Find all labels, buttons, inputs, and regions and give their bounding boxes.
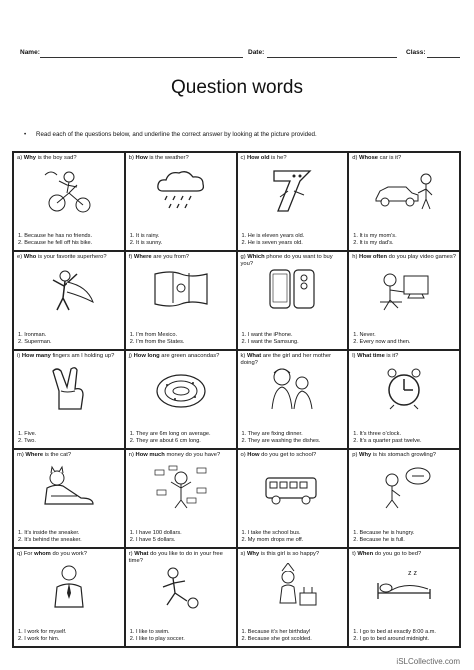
instruction-text: Read each of the questions below, and underline the correct answer by looking at the picture provided. [36, 131, 317, 138]
question-rest: is your favorite superhero? [36, 254, 107, 260]
question-prefix: c) [240, 155, 247, 161]
question-word: Where [133, 254, 152, 260]
question-text [129, 155, 233, 162]
question-prefix: h) [352, 254, 360, 260]
question-prefix: r) [128, 551, 135, 557]
question-rest: is the boy sad? [36, 155, 77, 161]
question-word: What time [357, 353, 385, 359]
answer-option-1[interactable]: 1. I want the iPhone. [241, 331, 293, 338]
question-rest: is the cat? [43, 452, 72, 458]
phones-icon [260, 266, 324, 312]
question-word: whom [34, 551, 51, 557]
question-rest: are the girl and her mother doing? [240, 353, 332, 366]
answer-option-1[interactable]: 1. It’s three o’clock. [353, 430, 402, 437]
question-word: When [357, 551, 374, 557]
answer-option-2[interactable]: 2. Because he fell off his bike. [18, 239, 93, 246]
school-bus-icon [260, 464, 324, 510]
question-text [17, 155, 121, 162]
question-cell [348, 350, 460, 449]
name-label: Name: [20, 49, 40, 56]
question-cell [13, 251, 125, 350]
question-prefix: d) [352, 155, 360, 161]
question-word: How long [133, 353, 160, 359]
answer-option-1[interactable]: 1. They are fixing dinner. [241, 430, 303, 437]
answer-options [242, 431, 346, 445]
question-cell [237, 548, 349, 647]
question-word: Why [359, 452, 372, 458]
question-rest: phone do you want to buy you? [240, 254, 333, 267]
question-cell [125, 548, 237, 647]
question-word: How often [359, 254, 388, 260]
answer-option-1[interactable]: 1. Never. [353, 331, 376, 338]
question-cell [237, 152, 349, 251]
answer-option-2[interactable]: 2. It is sunny. [129, 239, 163, 246]
snake-icon [149, 365, 213, 411]
question-text [17, 353, 121, 360]
answer-option-2[interactable]: 2. They are washing the dishes. [241, 437, 321, 444]
page-title: Question words [170, 77, 303, 98]
question-prefix: e) [17, 254, 24, 260]
answer-option-2[interactable]: 2. I work for him. [18, 635, 60, 642]
question-rest: is his stomach growling? [371, 452, 437, 458]
question-word: What [134, 551, 149, 557]
man-with-car-icon [372, 167, 436, 213]
question-prefix: g) [240, 254, 248, 260]
question-prefix: q) For [17, 551, 35, 557]
hungry-man-icon [372, 464, 436, 510]
question-text [241, 452, 345, 459]
question-cell [237, 350, 349, 449]
answer-options [353, 233, 457, 247]
question-prefix: t) [352, 551, 358, 557]
question-cell [13, 350, 125, 449]
date-field[interactable] [267, 57, 397, 58]
question-text [129, 254, 233, 261]
answer-option-1[interactable]: 1. They are 6m long on average. [129, 430, 211, 437]
answer-options [242, 629, 346, 643]
question-rest: are green anacondas? [159, 353, 220, 359]
soccer-player-icon [149, 563, 213, 609]
question-prefix: p) [352, 452, 360, 458]
question-word: How much [135, 452, 165, 458]
question-word: How old [246, 155, 270, 161]
name-field[interactable] [40, 57, 243, 58]
question-cell [348, 251, 460, 350]
question-rest: is the weather? [147, 155, 189, 161]
question-word: Why [246, 551, 260, 557]
rain-cloud-icon [149, 167, 213, 213]
answer-options [130, 530, 234, 544]
class-label: Class: [406, 49, 426, 56]
man-money-icon [149, 464, 213, 510]
answer-option-1[interactable]: 1. Because he has no friends. [18, 232, 93, 239]
header-row [20, 49, 460, 61]
question-cell [13, 548, 125, 647]
question-word: How [135, 155, 148, 161]
question-rest: money do you have? [164, 452, 221, 458]
answer-options [18, 530, 122, 544]
question-cell [348, 152, 460, 251]
question-prefix: s) [240, 551, 247, 557]
answer-option-1[interactable]: 1. I’m from Mexico. [129, 331, 177, 338]
answer-option-1[interactable]: 1. I work for myself. [18, 628, 67, 635]
question-rest: do you play video games? [387, 254, 456, 260]
question-word: Whose [359, 155, 379, 161]
answer-option-1[interactable]: 1. It is rainy. [129, 232, 160, 239]
question-word: How many [21, 353, 51, 359]
question-word: How [247, 452, 260, 458]
class-field[interactable] [427, 57, 460, 58]
question-text [17, 551, 121, 558]
question-rest: do you go to bed? [373, 551, 422, 557]
question-cell [125, 449, 237, 548]
question-text [241, 155, 345, 162]
answer-option-1[interactable]: 1. I have 100 dollars. [129, 529, 182, 536]
question-word: Where [25, 452, 44, 458]
answer-option-2[interactable]: 2. I have 5 dollars. [129, 536, 176, 543]
answer-options [242, 233, 346, 247]
question-prefix: f) [128, 254, 134, 260]
answer-option-2[interactable]: 2. It is my dad’s. [353, 239, 394, 246]
question-word: Which [247, 254, 265, 260]
answer-options [130, 629, 234, 643]
question-cell [13, 152, 125, 251]
question-grid [12, 151, 461, 648]
answer-options [18, 431, 122, 445]
question-rest: are you from? [151, 254, 189, 260]
answer-options [130, 332, 234, 346]
answer-option-2[interactable]: 2. They are about 6 cm long. [129, 437, 201, 444]
businessman-icon [37, 563, 101, 609]
two-fingers-hand-icon [37, 365, 101, 411]
answer-option-2[interactable]: 2. I go to bed around midnight. [353, 635, 430, 642]
answer-options [353, 431, 457, 445]
question-cell [348, 449, 460, 548]
question-rest: do you get to school? [259, 452, 317, 458]
answer-option-2[interactable]: 2. Because she got scolded. [241, 635, 312, 642]
question-rest: car is it? [378, 155, 402, 161]
question-cell [125, 350, 237, 449]
question-prefix: i) [17, 353, 22, 359]
mother-daughter-icon [260, 365, 324, 411]
question-rest: is he? [269, 155, 287, 161]
question-prefix: j) [128, 353, 134, 359]
answer-options [130, 233, 234, 247]
question-word: What [246, 353, 262, 359]
question-word: Who [23, 254, 37, 260]
mexico-flag-icon [149, 266, 213, 312]
instruction [24, 131, 317, 138]
question-prefix: b) [128, 155, 136, 161]
question-text [241, 551, 345, 558]
question-text [352, 551, 456, 558]
question-cell [348, 548, 460, 647]
answer-options [18, 332, 122, 346]
answer-option-1[interactable]: 1. He is eleven years old. [241, 232, 305, 239]
answer-option-1[interactable]: 1. I like to swim. [129, 628, 170, 635]
answer-options [353, 530, 457, 544]
answer-option-2[interactable]: 2. I like to play soccer. [129, 635, 185, 642]
alarm-clock-icon [372, 365, 436, 411]
date-label: Date: [248, 49, 265, 56]
question-rest: is this girl is so happy? [259, 551, 320, 557]
answer-options [18, 629, 122, 643]
question-rest: fingers am I holding up? [50, 353, 115, 359]
svg-text:z z: z z [408, 570, 418, 577]
question-rest: do you like to do in your free time? [128, 551, 223, 564]
superhero-icon [37, 266, 101, 312]
answer-option-2[interactable]: 2. Because he is full. [353, 536, 405, 543]
question-rest: is it? [384, 353, 399, 359]
answer-options [353, 332, 457, 346]
answer-option-1[interactable]: 1. Because it’s her birthday! [241, 628, 311, 635]
answer-options [242, 332, 346, 346]
answer-option-1[interactable]: 1. I take the school bus. [241, 529, 301, 536]
answer-option-2[interactable]: 2. Superman. [18, 338, 52, 345]
answer-options [242, 530, 346, 544]
answer-option-1[interactable]: 1. I go to bed at exactly 8:00 a.m. [353, 628, 436, 635]
bullet: • [24, 131, 27, 138]
boy-computer-icon [372, 266, 436, 312]
question-text [17, 254, 121, 261]
answer-option-2[interactable]: 2. I’m from the States. [129, 338, 185, 345]
question-cell [125, 152, 237, 251]
answer-option-1[interactable]: 1. It’s inside the sneaker. [18, 529, 80, 536]
question-cell [237, 251, 349, 350]
answer-option-2[interactable]: 2. Every now and then. [353, 338, 411, 345]
answer-option-2[interactable]: 2. I want the Samsung. [241, 338, 299, 345]
birthday-girl-icon [260, 563, 324, 609]
answer-options [18, 233, 122, 247]
question-text [352, 155, 456, 162]
question-text [352, 452, 456, 459]
watermark: iSLCollective.com [396, 657, 460, 666]
question-text [352, 353, 456, 360]
answer-option-2[interactable]: 2. My mom drops me off. [241, 536, 304, 543]
question-cell [237, 449, 349, 548]
question-text [129, 353, 233, 360]
question-text [352, 254, 456, 261]
answer-option-2[interactable]: 2. It’s a quarter past twelve. [353, 437, 422, 444]
question-cell [125, 251, 237, 350]
number-seven-character-icon [260, 167, 324, 213]
cat-in-sneaker-icon [37, 464, 101, 510]
answer-option-1[interactable]: 1. Five. [18, 430, 37, 437]
question-prefix: l) [352, 353, 358, 359]
question-rest: do you work? [50, 551, 87, 557]
question-word: Why [23, 155, 37, 161]
question-prefix: k) [240, 353, 247, 359]
answer-option-2[interactable]: 2. It’s behind the sneaker. [18, 536, 82, 543]
boy-falling-bike-icon [37, 167, 101, 213]
answer-option-2[interactable]: 2. Two. [18, 437, 36, 444]
question-text [129, 452, 233, 459]
answer-options [353, 629, 457, 643]
question-prefix: m) [17, 452, 26, 458]
question-prefix: n) [128, 452, 136, 458]
sleeping-bed-icon [372, 563, 436, 609]
question-text [17, 452, 121, 459]
question-prefix: a) [17, 155, 24, 161]
answer-option-2[interactable]: 2. He is seven years old. [241, 239, 303, 246]
answer-options [130, 431, 234, 445]
question-cell [13, 449, 125, 548]
question-prefix: o) [240, 452, 248, 458]
answer-option-1[interactable]: 1. Because he is hungry. [353, 529, 415, 536]
answer-option-1[interactable]: 1. Ironman. [18, 331, 47, 338]
answer-option-1[interactable]: 1. It is my mom’s. [353, 232, 397, 239]
